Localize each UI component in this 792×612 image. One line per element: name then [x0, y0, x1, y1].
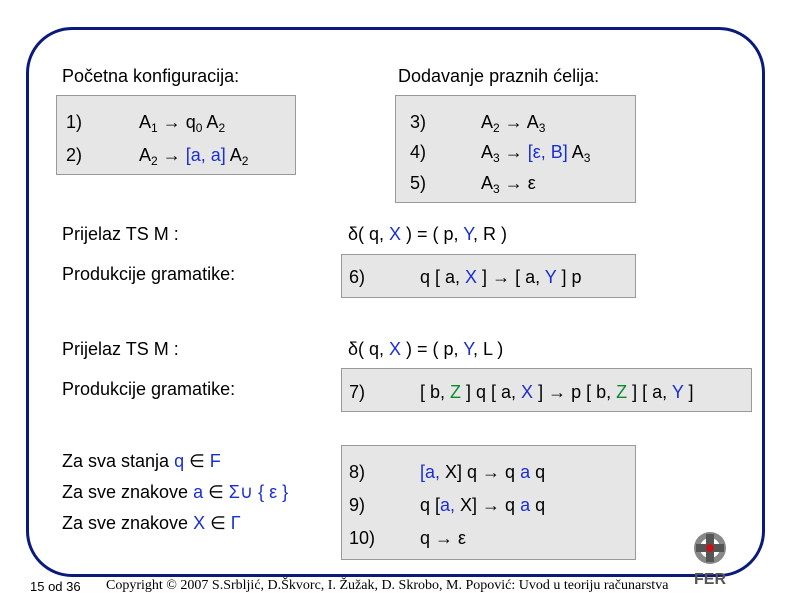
transition-label: Prijelaz TS M :	[62, 224, 179, 244]
svg-text:FER: FER	[694, 571, 726, 588]
row-num: 6)	[349, 267, 366, 287]
row-num: 7)	[349, 382, 366, 402]
production-expr: q [a, X] → q a q	[420, 495, 546, 515]
condition-states: Za sva stanja q ∈ F	[62, 451, 221, 471]
production-expr: $A_3 \to [\varepsilon$, B] $A_3$	[481, 142, 591, 165]
production-expr: q → ε	[420, 528, 467, 548]
row-num: 1)	[66, 112, 83, 132]
condition-symbols: Za sve znakove a ∈ Σ∪ { ε }	[62, 482, 289, 502]
row-num: 4)	[410, 142, 427, 162]
right-title: Dodavanje praznih ćelija:	[398, 66, 600, 86]
row-num: 2)	[66, 145, 83, 165]
fer-logo	[688, 528, 732, 588]
left-title: Početna konfiguracija:	[62, 66, 240, 86]
production-expr: $A_3 \to \varepsilon$	[481, 173, 536, 196]
page-number: 15 od 36	[30, 579, 81, 594]
production-expr: [a, X] q → q a q	[420, 462, 546, 482]
production-expr: [ b, Z ] q [ a, X ] → p [ b, Z ] [ a, Y ]	[420, 382, 694, 402]
row-num: 9)	[349, 495, 366, 515]
production-expr: $A_2 \to [a$, a] $A_2$	[139, 145, 249, 168]
productions-label: Produkcije gramatike:	[62, 264, 236, 284]
production-expr: q [ a, X ] → [ a, Y ] p	[420, 267, 582, 287]
condition-tape-symbols: Za sve znakove X ∈ Γ	[62, 513, 241, 533]
transition-expr: δ( q, X ) = ( p, Y, L )	[348, 339, 504, 359]
row-num: 5)	[410, 173, 427, 193]
row-num: 8)	[349, 462, 366, 482]
production-expr: $A_1 \to q_0$ $A_2$	[139, 112, 226, 135]
transition-expr: δ( q, X ) = ( p, Y, R )	[348, 224, 507, 244]
production-expr: $A_2 \to A_3$	[481, 112, 546, 135]
row-num: 10)	[349, 528, 376, 548]
copyright-text: Copyright © 2007 S.Srbljić, D.Škvorc, I. Žužak, D. Skrobo, M. Popović: Uvod u teoriju računarstva	[106, 578, 669, 593]
transition-label: Prijelaz TS M :	[62, 339, 179, 359]
productions-label: Produkcije gramatike:	[62, 379, 236, 399]
row-num: 3)	[410, 112, 427, 132]
